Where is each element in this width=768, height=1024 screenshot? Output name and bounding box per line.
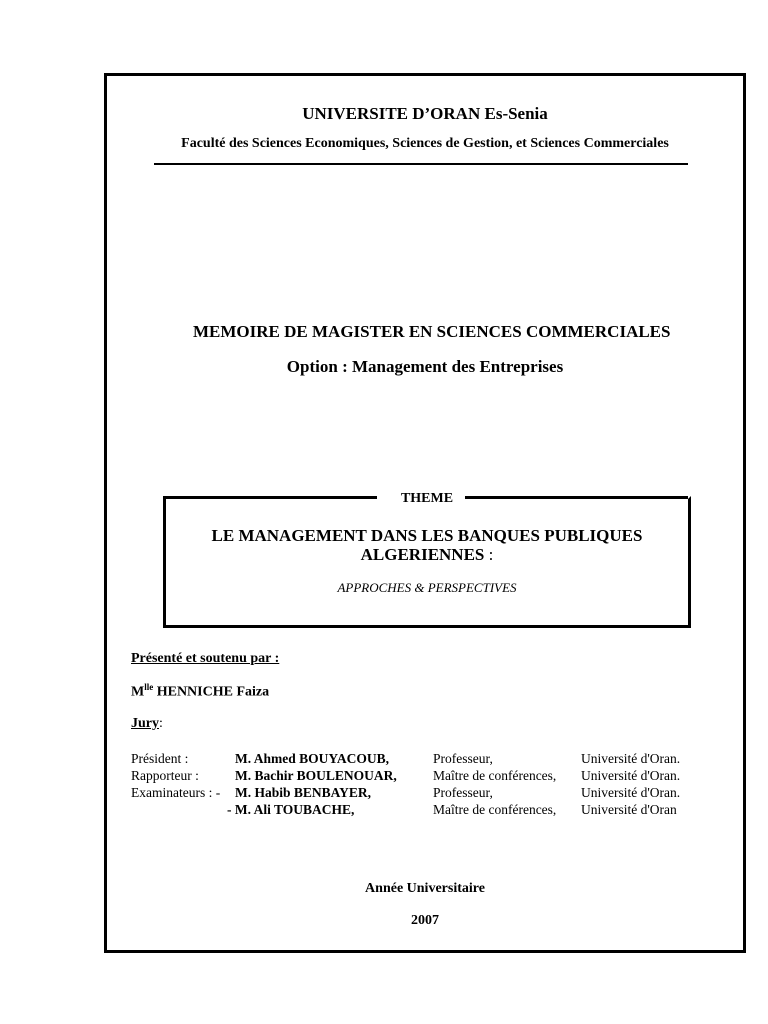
presented-by-label: Présenté et soutenu par : <box>131 651 280 666</box>
jury-member-name: M. Ahmed BOUYACOUB, <box>235 751 390 766</box>
jury-grade: Professeur, <box>433 751 493 766</box>
jury-role: Rapporteur : <box>131 768 199 783</box>
author-name: HENNICHE Faiza <box>153 684 270 700</box>
academic-year-label: Année Universitaire <box>365 881 485 896</box>
jury-university: Université d'Oran <box>581 802 677 817</box>
theme-title <box>163 526 691 564</box>
author-title-sup: lle <box>144 682 154 692</box>
academic-year: 2007 <box>411 913 439 928</box>
jury-university: Université d'Oran. <box>581 785 681 800</box>
theme-label: THEME <box>400 491 454 506</box>
theme-title-text: LE MANAGEMENT DANS LES BANQUES PUBLIQUES ALGERIENNES <box>211 526 643 564</box>
theme-title-colon: : <box>484 545 494 564</box>
author <box>131 682 269 701</box>
jury-role: Président : <box>131 751 189 766</box>
jury-university: Université d'Oran. <box>581 768 681 783</box>
jury-role: Examinateurs : - <box>131 785 221 800</box>
author-prefix: M <box>131 684 145 700</box>
jury-member-name: - M. Ali TOUBACHE, <box>227 802 355 817</box>
jury-member-name: M. Bachir BOULENOUAR, <box>235 768 397 783</box>
jury-grade: Maître de conférences, <box>433 802 557 817</box>
jury-university: Université d'Oran. <box>581 751 681 766</box>
jury-grade: Maître de conférences, <box>433 768 557 783</box>
university-name: UNIVERSITE D’ORAN Es-Senia <box>302 104 548 123</box>
theme-subtitle: APPROCHES & PERSPECTIVES <box>337 580 517 595</box>
page-border <box>104 73 746 953</box>
jury-label-colon: : <box>159 716 163 731</box>
memoire-title: MEMOIRE DE MAGISTER EN SCIENCES COMMERCIALES <box>193 322 671 341</box>
jury-label-text: Jury <box>131 716 159 731</box>
jury-label <box>131 716 163 732</box>
faculty-name: Faculté des Sciences Economiques, Sciences de Gestion, et Sciences Commerciales <box>181 136 669 151</box>
header-divider <box>154 163 688 165</box>
jury-member-name: M. Habib BENBAYER, <box>235 785 372 800</box>
jury-grade: Professeur, <box>433 785 493 800</box>
option-line: Option : Management des Entreprises <box>286 357 564 376</box>
